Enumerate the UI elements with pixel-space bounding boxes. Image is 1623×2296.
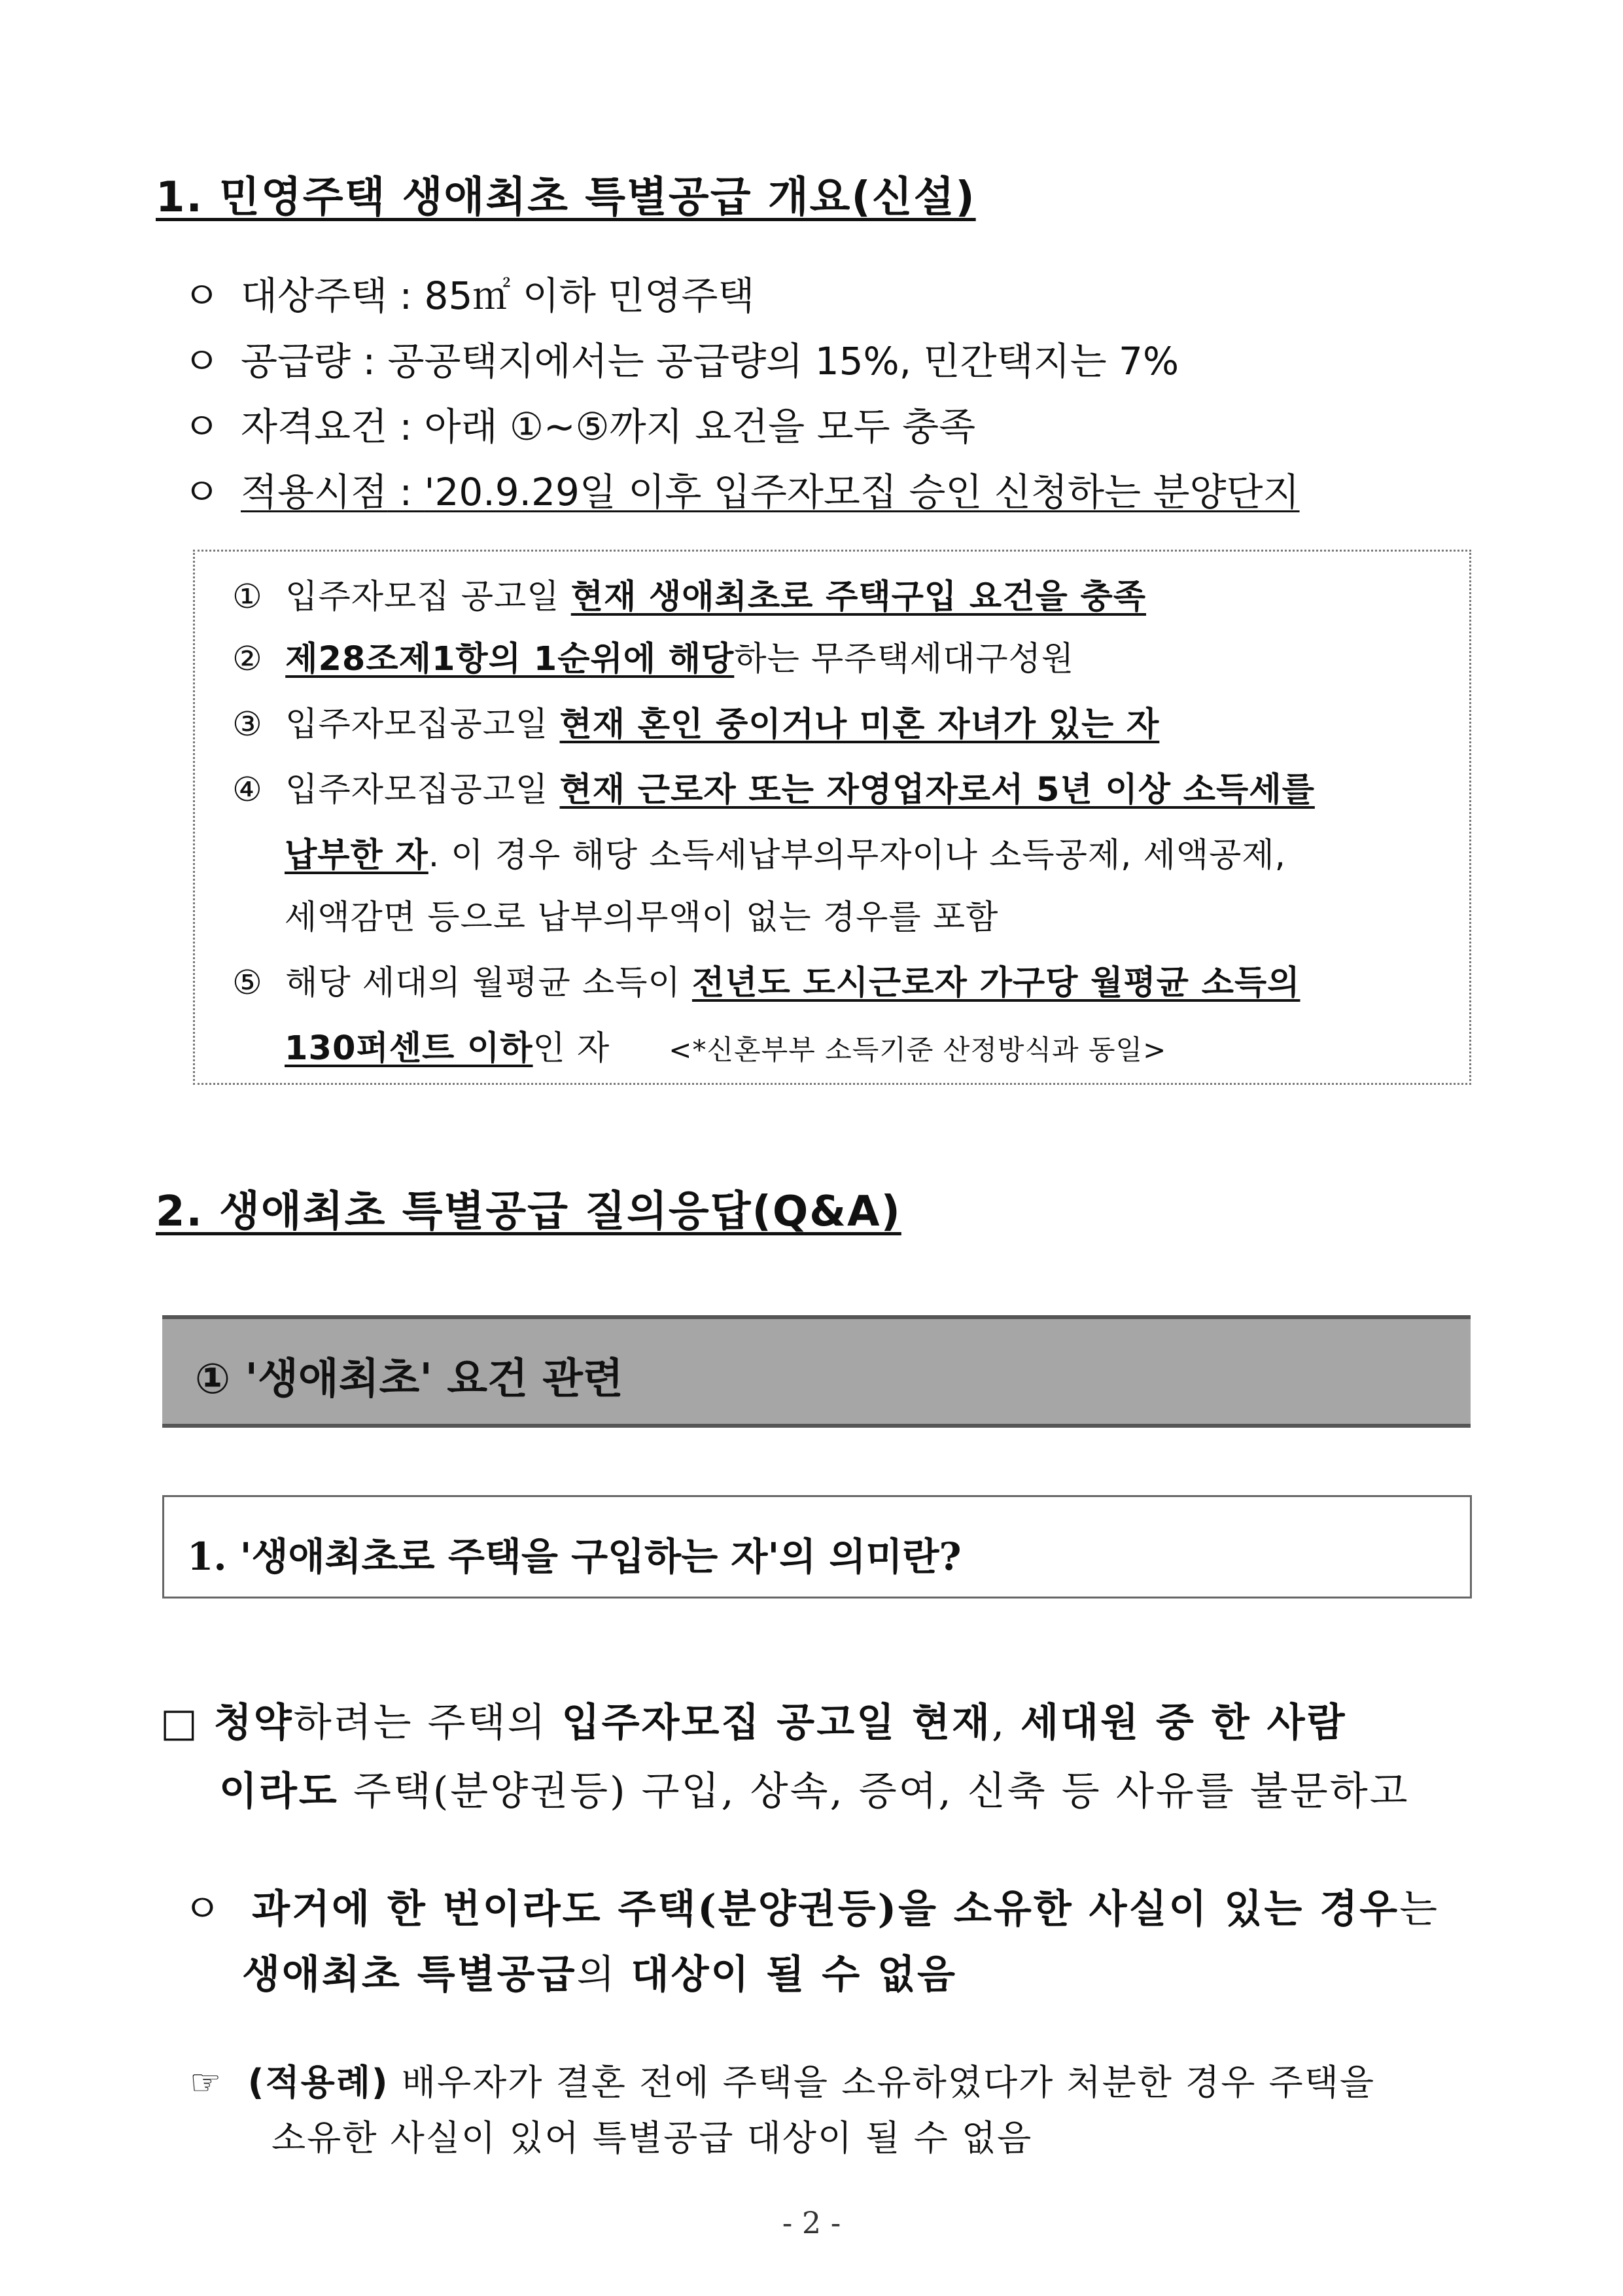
answer-emphasis: 과거에 한 번이라도 주택(분양권등)을 소유한 사실이 있는 경우 xyxy=(252,1886,1400,1932)
bullet-text: 85㎡ 이하 민영주택 xyxy=(424,274,755,318)
requirement-5 xyxy=(232,955,1300,1004)
answer-text: 는 xyxy=(1399,1886,1440,1932)
requirements-box xyxy=(193,550,1471,1085)
bullet-text: '20.9.29일 이후 입주자모집 승인 신청하는 분양단지 xyxy=(424,470,1300,514)
bullet-marker: ㅇ xyxy=(183,1886,223,1932)
bullet-text: 아래 ①~⑤까지 요건을 모두 충족 xyxy=(424,404,976,449)
bullet-sep: : xyxy=(387,470,425,514)
requirement-text: 입주자모집 공고일 xyxy=(285,578,571,616)
requirement-4-line2 xyxy=(285,828,1286,876)
requirement-number: ③ xyxy=(232,705,263,744)
answer-emphasis: 세대원 중 한 사람 xyxy=(1021,1700,1347,1746)
bullet-label: 공급량 xyxy=(241,339,351,383)
requirement-note: <*신혼부부 소득기준 산정방식과 동일> xyxy=(669,1034,1167,1066)
checkbox-marker: □ xyxy=(160,1700,200,1746)
section1-title: 1. 민영주택 생애최초 특별공급 개요(신설) xyxy=(156,173,976,222)
requirement-4 xyxy=(232,762,1315,811)
section2-title: 2. 생애최초 특별공급 질의응답(Q&A) xyxy=(156,1188,901,1236)
category-header-label: ① '생애최초' 요건 관련 xyxy=(195,1355,623,1404)
requirement-emphasis: 현재 혼인 중이거나 미혼 자녀가 있는 자 xyxy=(559,705,1160,744)
answer-text: 주택(분양권등) 구입, 상속, 증여, 신축 등 사유를 불문하고 xyxy=(338,1769,1410,1814)
question-text: 1. '생애최초로 주택을 구입하는 자'의 의미란? xyxy=(187,1534,962,1579)
example-text: 배우자가 결혼 전에 주택을 소유하였다가 처분한 경우 주택을 xyxy=(389,2062,1376,2103)
requirement-number: ① xyxy=(232,578,263,616)
requirement-2 xyxy=(232,631,1074,680)
answer-emphasis: 생애최초 특별공급 xyxy=(242,1952,577,1998)
requirement-emphasis: 납부한 자 xyxy=(285,836,428,875)
bullet-supply xyxy=(183,330,1179,385)
category-header-bar xyxy=(162,1315,1471,1428)
bullet-sep: : xyxy=(387,274,425,318)
answer-emphasis: 청약 xyxy=(213,1700,294,1746)
page-number: - 2 - xyxy=(782,2205,841,2240)
bullet-text: 공공택지에서는 공급량의 15%, 민간택지는 7% xyxy=(387,339,1179,383)
example-line2 xyxy=(271,2110,1032,2161)
requirement-text: 세액감면 등으로 납부의무액이 없는 경우를 포함 xyxy=(285,898,999,937)
requirement-text: 인 자 xyxy=(532,1029,610,1068)
bullet-target-housing xyxy=(183,265,754,320)
requirement-emphasis: 현재 근로자 또는 자영업자로서 5년 이상 소득세를 xyxy=(559,771,1315,809)
answer-line1 xyxy=(160,1691,1347,1748)
bullet-effective-date xyxy=(183,461,1300,516)
answer-text: 의 xyxy=(576,1952,631,1998)
bullet-sep: : xyxy=(387,404,425,449)
question-box xyxy=(162,1495,1472,1598)
requirement-number: ② xyxy=(232,640,263,679)
bullet-label: 자격요건 xyxy=(241,404,388,449)
sub-answer-line1 xyxy=(183,1878,1439,1934)
requirement-4-line3 xyxy=(285,890,998,938)
bullet-eligibility xyxy=(183,396,975,451)
requirement-3 xyxy=(232,697,1159,745)
bullet-label: 대상주택 xyxy=(241,274,388,318)
requirement-emphasis: 현재 생애최초로 주택구입 요건을 충족 xyxy=(570,578,1147,616)
answer-emphasis: 입주자모집 공고일 현재 xyxy=(561,1700,992,1746)
answer-text: 하려는 주택의 xyxy=(293,1700,562,1746)
requirement-number: ⑤ xyxy=(232,964,263,1002)
requirement-1 xyxy=(232,569,1146,618)
answer-emphasis: 대상이 될 수 없음 xyxy=(631,1952,958,1998)
requirement-text: 입주자모집공고일 xyxy=(285,705,560,744)
sub-answer-line2 xyxy=(242,1943,957,2000)
bullet-marker: ㅇ xyxy=(183,470,220,514)
answer-line2 xyxy=(219,1760,1410,1816)
bullet-label: 적용시점 xyxy=(241,470,388,514)
answer-text: , xyxy=(992,1700,1021,1746)
requirement-5-line2 xyxy=(285,1021,1166,1069)
requirement-emphasis: 제28조제1항의 1순위에 해당 xyxy=(285,640,735,679)
bullet-marker: ㅇ xyxy=(183,404,220,449)
requirement-number: ④ xyxy=(232,771,263,809)
requirement-text: . 이 경우 해당 소득세납부의무자이나 소득공제, 세액공제, xyxy=(428,836,1286,875)
requirement-text: 하는 무주택세대구성원 xyxy=(734,640,1075,679)
pointing-hand-icon: ☞ xyxy=(190,2062,223,2103)
bullet-marker: ㅇ xyxy=(183,274,220,318)
answer-emphasis: 이라도 xyxy=(219,1769,339,1814)
example-text: 소유한 사실이 있어 특별공급 대상이 될 수 없음 xyxy=(271,2117,1033,2159)
bullet-marker: ㅇ xyxy=(183,339,220,383)
example-line1 xyxy=(190,2055,1375,2105)
requirement-emphasis: 전년도 도시근로자 가구당 월평균 소득의 xyxy=(691,964,1300,1002)
bullet-sep: : xyxy=(351,339,388,383)
requirement-text: 해당 세대의 월평균 소득이 xyxy=(285,964,692,1002)
requirement-emphasis: 130퍼센트 이하 xyxy=(285,1029,533,1068)
example-label: (적용례) xyxy=(247,2062,389,2103)
requirement-text: 입주자모집공고일 xyxy=(285,771,560,809)
